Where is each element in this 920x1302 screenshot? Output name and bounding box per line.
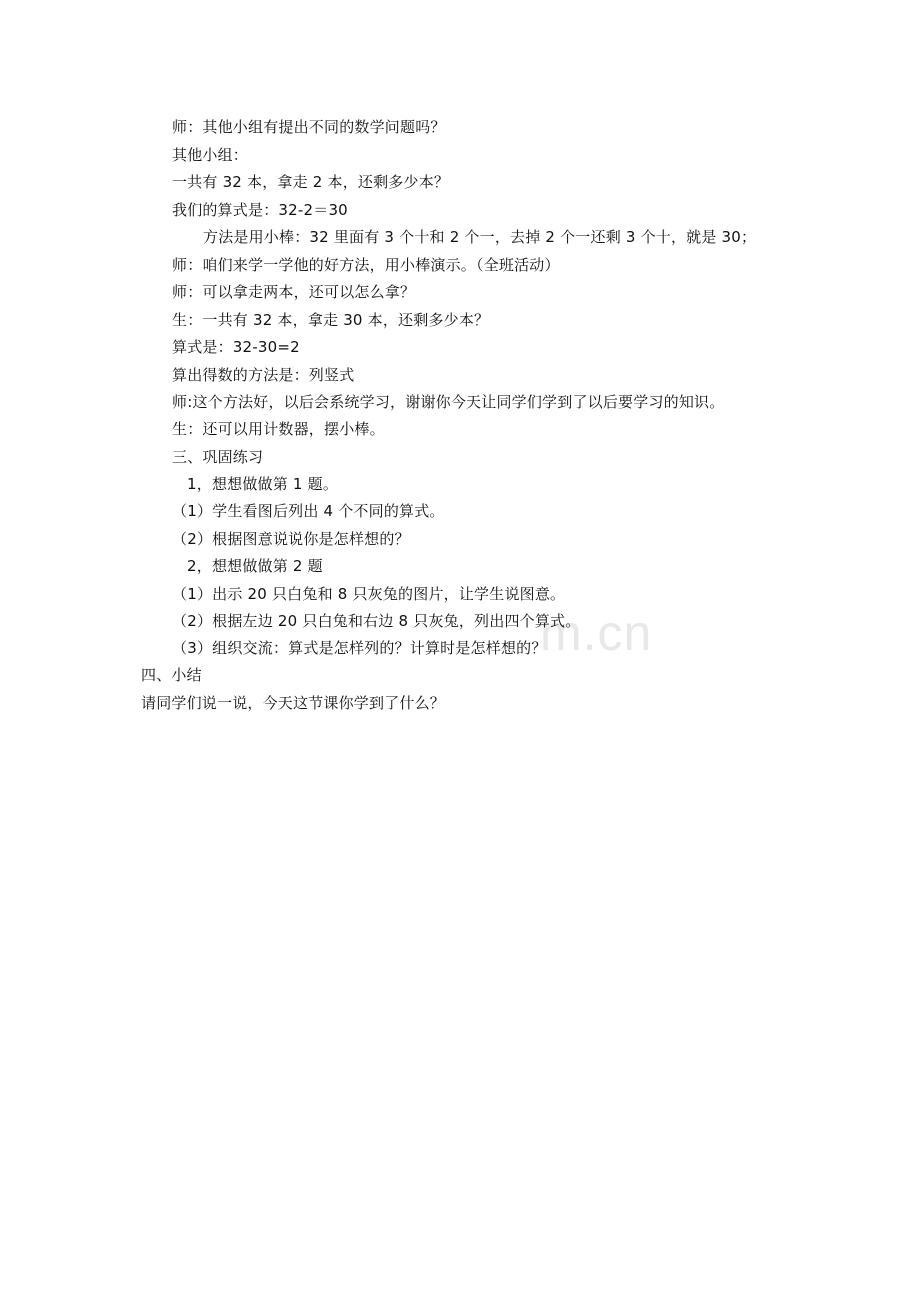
text-line: （2）根据图意说说你是怎样想的？: [172, 530, 410, 548]
text-line: 师:这个方法好，以后会系统学习，谢谢你今天让同学们学到了以后要学习的知识。: [172, 393, 725, 411]
text-line: （1）出示 20 只白兔和 8 只灰兔的图片，让学生说图意。: [172, 585, 566, 603]
section-heading: 三、巩固练习: [172, 448, 264, 466]
text-line: 一共有 32 本，拿走 2 本，还剩多少本？: [172, 173, 450, 191]
text-line: 算式是：32-30=2: [172, 338, 300, 356]
text-line: （1）学生看图后列出 4 个不同的算式。: [172, 502, 445, 520]
text-line: 师：其他小组有提出不同的数学问题吗？: [172, 118, 446, 136]
text-line: 师：可以拿走两本，还可以怎么拿？: [172, 283, 416, 301]
text-line: 师：咱们来学一学他的好方法，用小棒演示。（全班活动）: [172, 256, 560, 274]
text-line: 生：还可以用计数器，摆小棒。: [172, 420, 385, 438]
text-line: 方法是用小棒：32 里面有 3 个十和 2 个一，去掉 2 个一还剩 3 个十，就是 30；: [203, 228, 757, 246]
text-line: （2）根据左边 20 只白兔和右边 8 只灰兔，列出四个算式。: [172, 612, 581, 630]
text-line: 算出得数的方法是：列竖式: [172, 366, 355, 384]
watermark: m.cn: [540, 605, 653, 661]
text-line: （3）组织交流：算式是怎样列的？计算时是怎样想的？: [172, 639, 547, 657]
section-heading: 四、小结: [141, 666, 202, 684]
text-line: 请同学们说一说，今天这节课你学到了什么？: [141, 694, 446, 712]
text-line: 生：一共有 32 本，拿走 30 本，还剩多少本？: [172, 311, 490, 329]
text-line: 2，想想做做第 2 题: [187, 557, 323, 575]
text-line: 我们的算式是：32-2＝30: [172, 201, 348, 219]
text-line: 其他小组：: [172, 146, 249, 164]
text-line: 1，想想做做第 1 题。: [187, 475, 339, 493]
